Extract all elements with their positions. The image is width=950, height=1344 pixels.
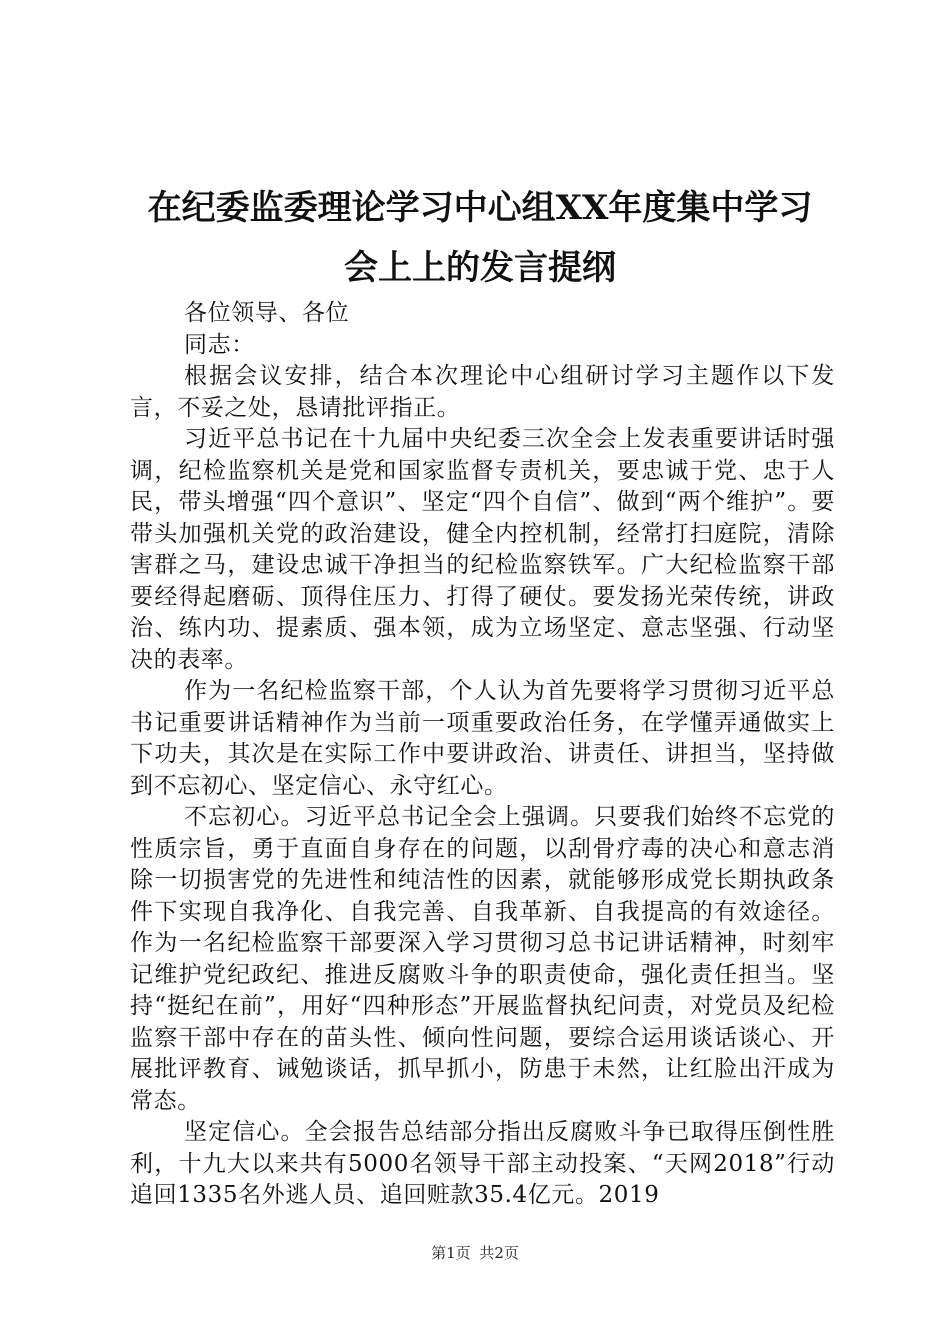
page-number: 第1页 (431, 1244, 471, 1262)
page-footer (0, 1243, 950, 1263)
paragraph-firm-confidence: 坚定信心。全会报告总结部分指出反腐败斗争已取得压倒性胜利，十九大以来共有5000名领导干部主动投案、“天网2018”行动追回1335名外逃人员、追回赃款35.4亿元。2019 (130, 1119, 835, 1208)
salutation-line-2: 同志： (184, 331, 255, 358)
document-title (120, 178, 840, 298)
paragraph-original-aspiration: 不忘初心。习近平总书记全会上强调。只要我们始终不忘党的性质宗旨，勇于直面自身存在的问题，以刮骨疗毒的决心和意志消除一切损害党的先进性和纯洁性的因素，就能够形成党长期执政条件下实现自我净化、自我完善、自我革新、自我提高的有效途径。作为一名纪检监察干部要深入学习贯彻习总书记讲话精神，时刻牢记维护党纪政纪、推进反腐败斗争的职责使命，强化责任担当。坚持“挺纪在前”，用好“四种形态”开展监督执纪问责，对党员及纪检监察干部中存在的苗头性、倾向性问题，要综合运用谈话谈心、开展批评教育、诫勉谈话，抓早抓小，防患于未然，让红脸出汗成为常态。 (130, 804, 835, 1114)
title-line-2: 会上上的发言提纲 (344, 248, 616, 288)
document-body (130, 298, 835, 1212)
title-line-1: 在纪委监委理论学习中心组XX年度集中学习 (147, 188, 813, 228)
salutation-line-1: 各位领导、各位 (184, 300, 350, 326)
paragraph-intro: 根据会议安排，结合本次理论中心组研讨学习主题作以下发言，不妥之处，恳请批评指正。 (130, 363, 835, 421)
paragraph-speech-summary: 习近平总书记在十九届中央纪委三次全会上发表重要讲话时强调，纪检监察机关是党和国家监督专责机关，要忠诚于党、忠于人民，带头增强“四个意识”、坚定“四个自信”、做到“两个维护”。要带头加强机关党的政治建设，健全内控机制，经常打扫庭院，清除害群之马，建设忠诚干净担当的纪检监察铁军。广大纪检监察干部要经得起磨砺、顶得住压力、打得了硬仗。要发扬光荣传统，讲政治、练内功、提素质、强本领，成为立场坚定、意志坚强、行动坚决的表率。 (130, 426, 835, 673)
paragraph-personal-view: 作为一名纪检监察干部，个人认为首先要将学习贯彻习近平总书记重要讲话精神作为当前一项重要政治任务，在学懂弄通做实上下功夫，其次是在实际工作中要讲政治、讲责任、讲担当，坚持做到不忘初心、坚定信心、永守红心。 (130, 678, 835, 799)
page-total: 共2页 (479, 1244, 519, 1262)
